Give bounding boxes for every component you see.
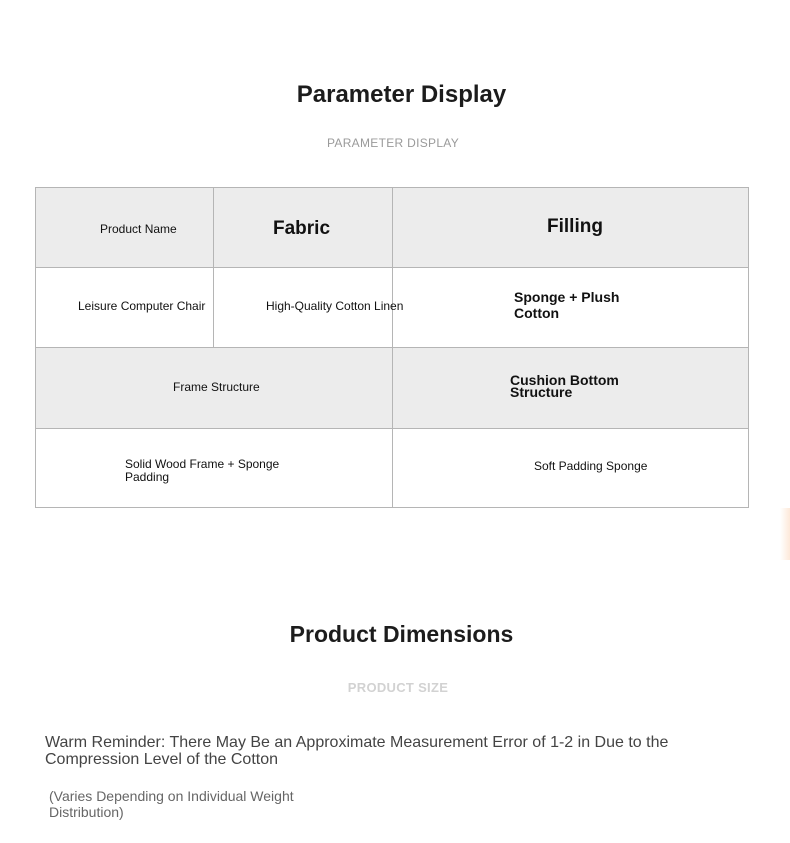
- frame-structure-label: Frame Structure: [173, 380, 260, 394]
- parameter-display-title: Parameter Display: [296, 81, 507, 108]
- parameter-table: [35, 187, 749, 508]
- product-name-value: Leisure Computer Chair: [78, 299, 206, 313]
- weight-distribution-note: (Varies Depending on Individual Weight Distribution): [49, 788, 294, 820]
- product-dimensions-title: Product Dimensions: [289, 621, 514, 647]
- table-cell-filling-value: [393, 268, 749, 348]
- table-cell-filling-header: [393, 188, 749, 268]
- filling-value: Sponge + Plush Cotton: [514, 289, 620, 321]
- table-cell-product-name-label: [36, 188, 214, 268]
- table-cell-frame-structure-value: [36, 429, 393, 508]
- parameter-display-subtitle: PARAMETER DISPLAY: [326, 136, 460, 150]
- table-cell-product-name-value: [36, 268, 214, 348]
- filling-header: Filling: [547, 216, 603, 237]
- table-cell-fabric-value: [214, 268, 404, 348]
- cushion-structure-label: Cushion Bottom Structure: [510, 372, 619, 400]
- table-cell-cushion-structure-value: [393, 429, 749, 508]
- warm-reminder-text: Warm Reminder: There May Be an Approximate Measurement Error of 1-2 in Due to the Compression Level of the Cotton: [45, 734, 669, 768]
- fabric-value: High-Quality Cotton Linen: [266, 299, 404, 313]
- table-cell-frame-structure-label: [36, 348, 393, 429]
- edge-decoration: [780, 508, 790, 560]
- cushion-structure-value: Soft Padding Sponge: [534, 459, 648, 473]
- product-dimensions-subtitle: PRODUCT SIZE: [347, 680, 449, 695]
- fabric-header: Fabric: [273, 218, 331, 239]
- table-cell-cushion-structure-label: [393, 348, 749, 429]
- frame-structure-value: Solid Wood Frame + Sponge Padding: [125, 457, 280, 484]
- table-cell-fabric-header: [214, 188, 393, 268]
- product-name-label: Product Name: [100, 222, 177, 236]
